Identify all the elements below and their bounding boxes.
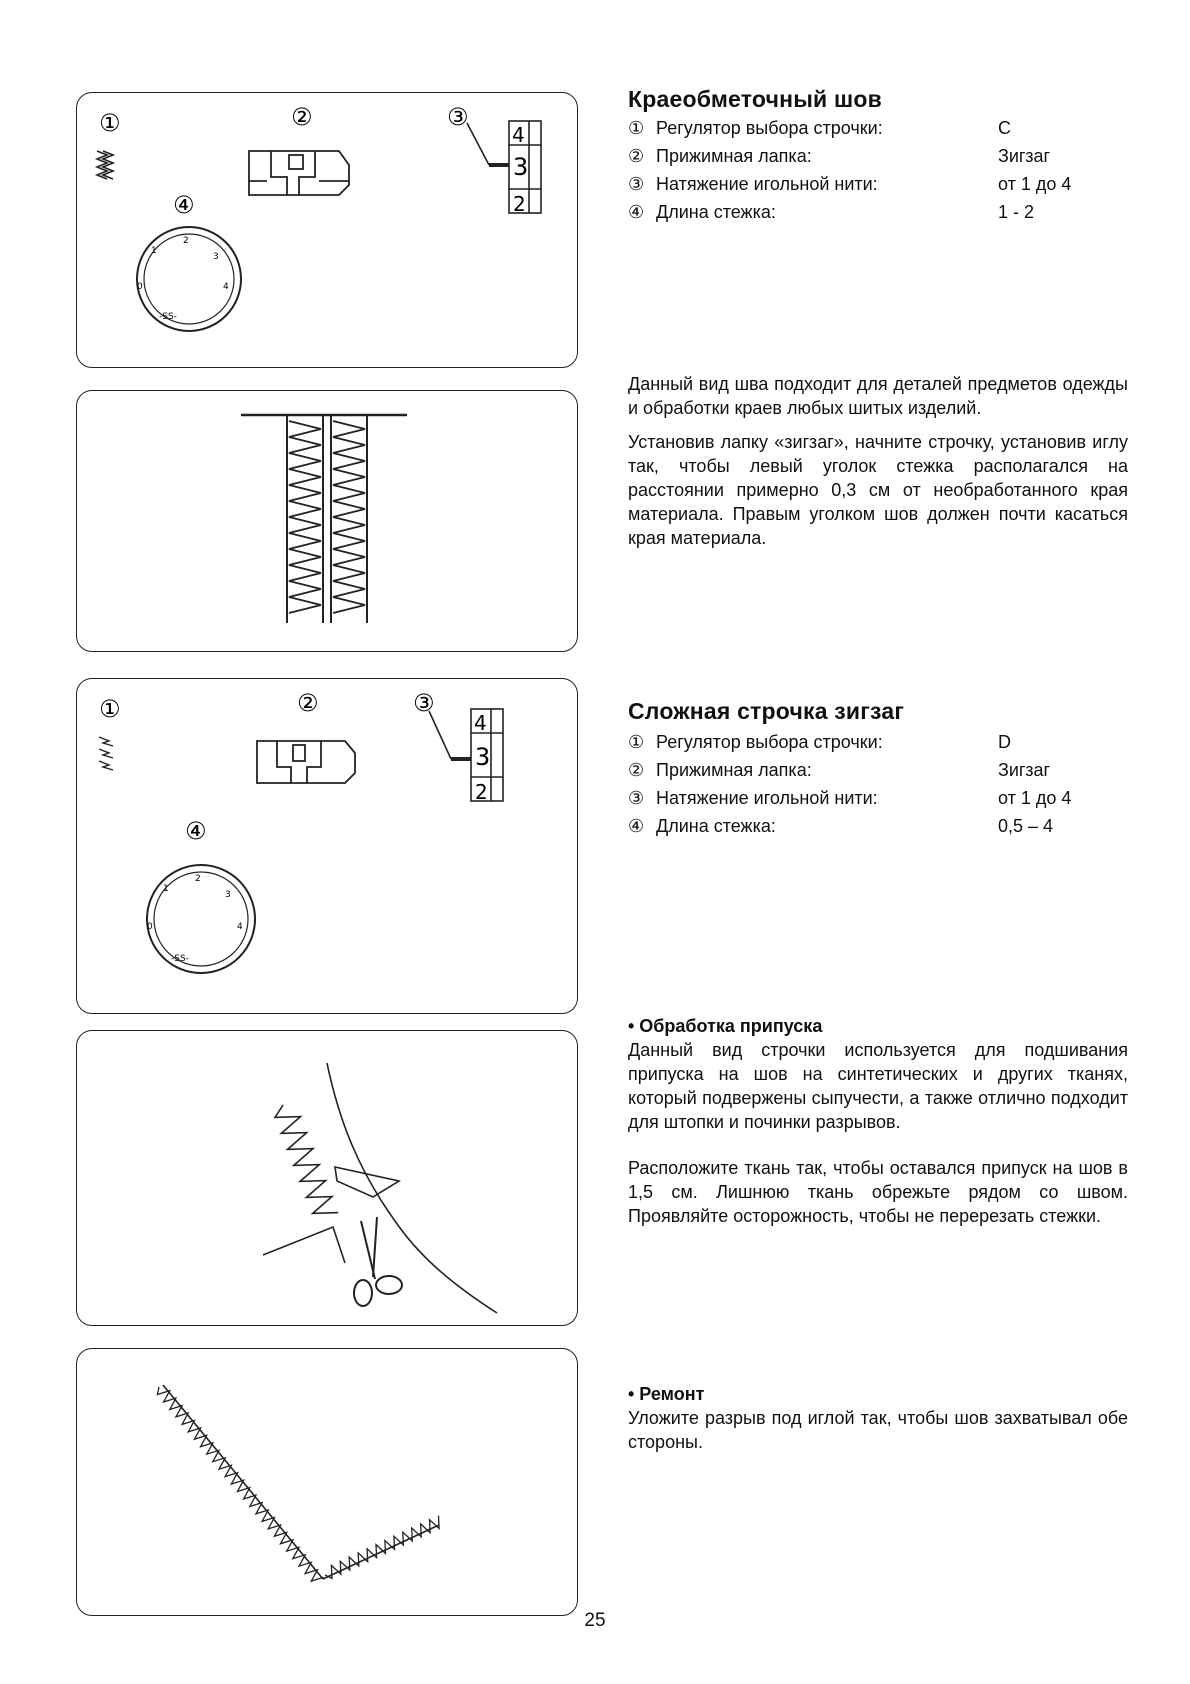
marker-4b: ④ xyxy=(185,817,207,845)
zigzag-stitch-right xyxy=(333,421,365,613)
spec-label: Прижимная лапка: xyxy=(656,760,812,780)
marker-1b: ① xyxy=(99,695,121,723)
zigzag-stitch-diagonal xyxy=(275,1105,338,1213)
tension-label-2b: 2 xyxy=(475,780,488,804)
marker-2b: ② xyxy=(297,689,319,717)
paragraph: Данный вид строчки используется для подшивания припуска на шов на синтетических и других тканях, который подвержены сыпучести, а также отлично подходит для штопки и починки разрывов. xyxy=(628,1040,1128,1132)
spec-label: Прижимная лапка: xyxy=(656,146,812,166)
spec-marker: ③ xyxy=(628,174,645,195)
marker-3: ③ xyxy=(447,103,469,131)
subsection-title: • Ремонт xyxy=(628,1384,705,1404)
spec-value: от 1 до 4 xyxy=(998,788,1072,808)
dial-tick-0b: 0 xyxy=(147,922,153,932)
spec-value: Зигзаг xyxy=(998,760,1051,780)
seam-allowance-illustration xyxy=(76,1030,578,1326)
repair-illustration xyxy=(76,1348,578,1616)
dial-tick-0: 0 xyxy=(137,282,143,292)
section2-title: Сложная строчка зигзаг xyxy=(628,698,905,724)
seam-drawing xyxy=(77,391,579,653)
zigzag-foot-icon-2 xyxy=(257,741,355,783)
spec-label: Натяжение игольной нити: xyxy=(656,174,878,194)
stitch-length-dial xyxy=(137,227,241,331)
marker-1: ① xyxy=(99,109,121,137)
spec-marker: ① xyxy=(628,732,645,753)
paragraph: Расположите ткань так, чтобы оставался припуск на шов в 1,5 см. Лишнюю ткань обрежьте рядом со швом. Проявляйте осторожность, чтобы не перерезать стежки. xyxy=(628,1158,1128,1226)
spec-row xyxy=(628,812,1098,840)
repair-drawing xyxy=(77,1349,579,1617)
spec-row xyxy=(628,784,1098,812)
tension-label-3b: 3 xyxy=(475,743,491,771)
tension-label-3: 3 xyxy=(513,153,529,181)
settings-illustration xyxy=(77,93,579,369)
dial-tick-3: 3 xyxy=(213,252,219,262)
spec-value: от 1 до 4 xyxy=(998,174,1072,194)
settings-diagram-overlock xyxy=(76,92,578,368)
spec-row xyxy=(628,114,1098,142)
spec-value: 0,5 – 4 xyxy=(998,816,1054,836)
dial-tick-4: 4 xyxy=(223,282,229,292)
section1-specs xyxy=(628,114,1098,226)
paragraph: Установив лапку «зигзаг», начните строчку, установив иглу так, чтобы левый уголок стежка располагался на расстоянии примерно 0,3 см от необработанного края материала. Правым уголком шов должен почти касаться края материала. xyxy=(628,432,1128,548)
page-number: 25 xyxy=(584,1610,606,1631)
tension-label-4b: 4 xyxy=(474,711,487,735)
spec-marker: ③ xyxy=(628,788,645,809)
thread-tension-scale xyxy=(467,121,541,213)
marker-3b: ③ xyxy=(413,689,435,717)
spec-marker: ① xyxy=(628,118,645,139)
overlock-seam-illustration xyxy=(76,390,578,652)
spec-label: Натяжение игольной нити: xyxy=(656,788,878,808)
dial-tick-4b: 4 xyxy=(237,922,243,932)
spec-marker: ② xyxy=(628,146,645,167)
stitch-symbol-icon xyxy=(97,151,113,179)
spec-marker: ④ xyxy=(628,202,645,223)
spec-label: Регулятор выбора строчки: xyxy=(656,732,883,752)
spec-value: D xyxy=(998,732,1011,752)
repair-stitch-horizontal xyxy=(325,1516,439,1579)
dial-tick-3b: 3 xyxy=(225,890,231,900)
dial-ss-label: -SS- xyxy=(159,312,177,322)
tension-label-2: 2 xyxy=(513,192,526,216)
spec-label: Длина стежка: xyxy=(656,816,776,836)
section1-body xyxy=(628,372,1128,560)
spec-row xyxy=(628,728,1098,756)
zigzag-stitch-left xyxy=(289,421,321,613)
repair-stitch-diagonal xyxy=(157,1387,323,1581)
settings-diagram-multizigzag xyxy=(76,678,578,1014)
spec-marker: ② xyxy=(628,760,645,781)
dial-tick-2b: 2 xyxy=(195,874,201,884)
subsection-seam-allowance xyxy=(628,1014,1128,1238)
dial-tick-2: 2 xyxy=(183,236,189,246)
spec-row xyxy=(628,142,1098,170)
paragraph: Данный вид шва подходит для деталей предметов одежды и обработки краев любых шитых изделий. xyxy=(628,374,1128,418)
spec-row xyxy=(628,170,1098,198)
paragraph: Уложите разрыв под иглой так, чтобы шов захватывал обе стороны. xyxy=(628,1408,1128,1452)
stitch-length-dial-2 xyxy=(147,865,255,973)
subsection-repair xyxy=(628,1382,1128,1464)
marker-2: ② xyxy=(291,103,313,131)
dial-tick-1b: 1 xyxy=(163,884,169,894)
scissors-icon xyxy=(354,1217,402,1306)
thread-tension-scale-2 xyxy=(429,709,503,801)
spec-label: Длина стежка: xyxy=(656,202,776,222)
spec-value: Зигзаг xyxy=(998,146,1051,166)
section2-specs xyxy=(628,728,1098,840)
trimming-drawing xyxy=(77,1031,579,1327)
spec-label: Регулятор выбора строчки: xyxy=(656,118,883,138)
subsection-title: • Обработка припуска xyxy=(628,1016,823,1036)
spec-value: C xyxy=(998,118,1011,138)
section1-title: Краеобметочный шов xyxy=(628,86,882,112)
zigzag-foot-icon xyxy=(249,151,349,195)
spec-marker: ④ xyxy=(628,816,645,837)
spec-row xyxy=(628,198,1098,226)
multi-zigzag-symbol-icon xyxy=(99,737,113,770)
tension-label-4: 4 xyxy=(512,123,525,147)
spec-row xyxy=(628,756,1098,784)
settings-illustration-2 xyxy=(77,679,579,1015)
marker-4: ④ xyxy=(173,191,195,219)
spec-value: 1 - 2 xyxy=(998,202,1035,222)
dial-tick-1: 1 xyxy=(151,246,157,256)
dial-ss-label-2: -SS- xyxy=(171,954,189,964)
